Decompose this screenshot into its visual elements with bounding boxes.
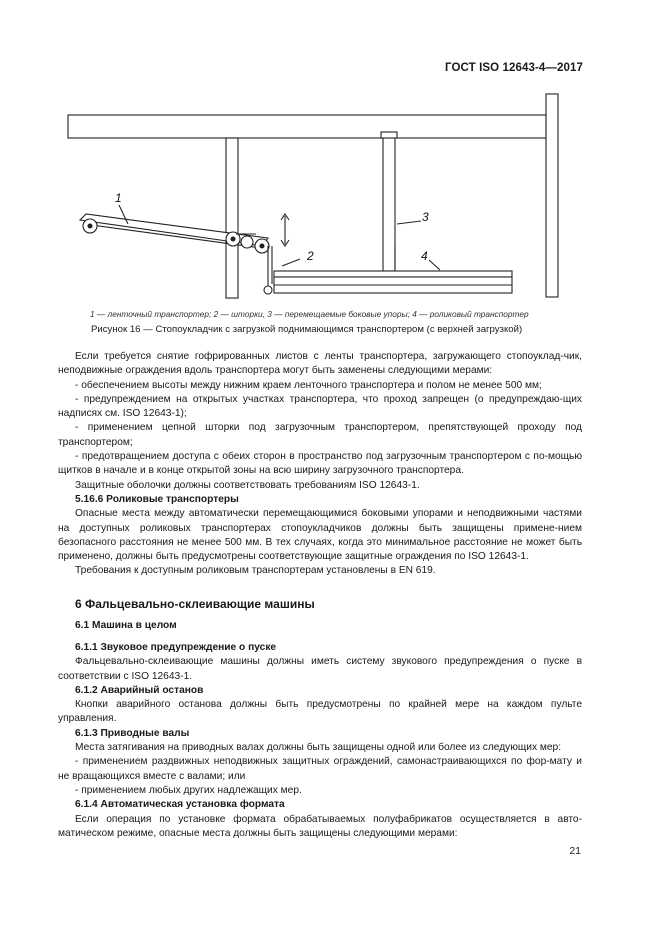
bullet-item: - применением любых других надлежащих мер. [75,784,302,796]
section-heading-6-1-2: 6.1.2 Аварийный останов [75,684,204,696]
section-heading-6-1-4: 6.1.4 Автоматическая установка формата [75,799,285,811]
paragraph: Если требуется снятие гофрированных листов с ленты транспортера, загружающего стопоуклад-чик, неподвижные ограждения вдоль транспортера могут быть заменены следующими мерами: [58,351,582,377]
paragraph: Места затягивания на приводных валах должны быть защищены одной или более из следующих мер: [75,742,562,754]
figure-label-3: 3 [422,210,429,224]
figure-label-2: 2 [307,249,314,263]
figure-legend: 1 — ленточный транспортер; 2 — шторки, 3 — перемещаемые боковые упоры; 4 — роликовый транспортер [90,309,529,319]
paragraph: Требования к доступным роликовым транспортерам установлены в EN 619. [75,565,436,577]
document-header: ГОСТ ISO 12643-4—2017 [445,62,583,74]
section-heading-6-1-1: 6.1.1 Звуковое предупреждение о пуске [75,642,277,653]
section-heading-6: 6 Фальцевально-склеивающие машины [75,597,315,611]
page-number: 21 [569,845,581,857]
paragraph: Кнопки аварийного останова должны быть предусмотрены по крайней мере на каждом пульте управления. [58,699,582,725]
section-heading-6-1-3: 6.1.3 Приводные валы [75,727,190,739]
paragraph: Если операция по установке формата обрабатываемых полуфабрикатов осуществляется в авто-матическом режиме, опасные места должны быть защищены следующими мерами: [58,813,582,839]
bullet-item: - обеспечением высоты между нижним краем ленточного транспортера и полом не менее 500 мм; [75,379,542,391]
section-heading-5-16-6: 5.16.6 Роликовые транспортеры [75,493,239,505]
body-text-block-4 [58,641,582,841]
body-text-block-1 [58,350,582,579]
figure-caption: Рисунок 16 — Стопоукладчик с загрузкой поднимающимся транспортером (с верхней загрузкой) [91,324,523,335]
paragraph: Фальцевально-склеивающие машины должны иметь систему звукового предупреждения о пуске в соответствии с ISO 12643-1. [58,656,582,682]
bullet-item: - применением раздвижных неподвижных защитных ограждений, самонастраивающихся по фор-мату и не вращающихся вместе с валами; или [58,756,582,782]
body-text-block-2 [58,597,582,611]
stacker-drawing [56,88,576,308]
bullet-item: - применением цепной шторки под загрузочным транспортером, препятствующей проходу под транспортером; [58,422,582,448]
section-heading-6-1: 6.1 Машина в целом [75,620,177,631]
figure-16-diagram [56,88,576,308]
body-text-block-3 [58,619,582,633]
figure-label-1: 1 [115,191,122,205]
paragraph: Защитные оболочки должны соответствовать требованиям ISO 12643-1. [75,479,420,491]
paragraph: Опасные места между автоматически перемещающимися боковыми упорами и неподвижными частями на доступных роликовых транспортерах стопоукладчиков должны быть защищены примене-нием безопасного расстояния не менее 500 мм. В тех случаях, когда это минимальное расстояние не может быть применено, должны быть предусмотрены соответствующие защитные ограждения по ISO 12643-1. [58,508,582,563]
bullet-item: - предотвращением доступа с обеих сторон в пространство под загрузочным транспортером с по-мощью щитков в начале и в конце открытой зоны на всю ширину загрузочного транспортера. [58,451,582,477]
bullet-item: - предупреждением на открытых участках транспортера, что проход запрещен (о предупреждаю-щих надписях см. ISO 12643-1); [58,393,582,420]
figure-label-4: 4 [421,249,428,263]
